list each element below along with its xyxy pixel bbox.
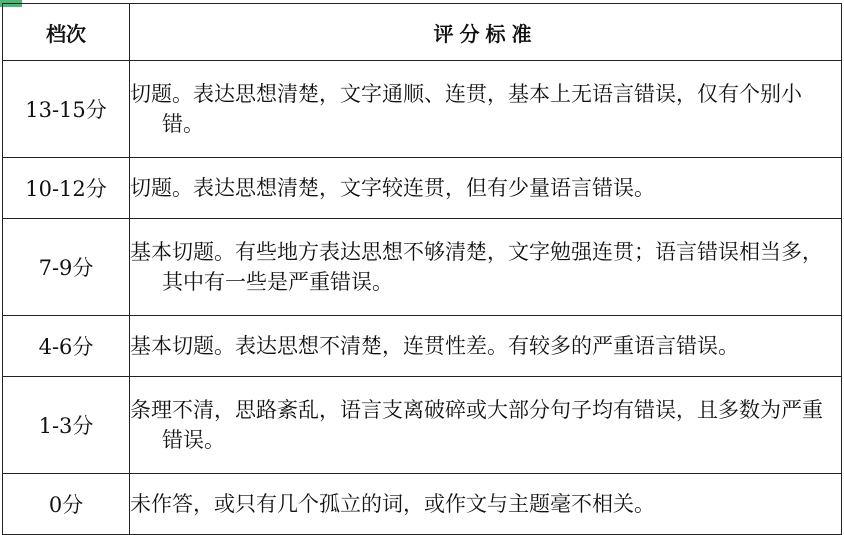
score-level-cell: 0分	[3, 474, 130, 535]
criteria-cell	[130, 474, 842, 535]
criteria-column-header: 评分标准	[130, 4, 842, 61]
table-row	[3, 474, 842, 535]
level-column-header: 档次	[3, 4, 130, 61]
criteria-cell	[130, 377, 842, 474]
table-row	[3, 219, 842, 316]
score-level-cell: 13-15分	[3, 61, 130, 158]
criteria-text: 未作答，或只有几个孤立的词，或作文与主题毫不相关。	[130, 492, 655, 516]
criteria-cell	[130, 219, 842, 316]
scoring-rubric-table	[2, 3, 842, 535]
score-level-cell: 4-6分	[3, 316, 130, 377]
criteria-text: 基本切题。有些地方表达思想不够清楚，文字勉强连贯；语言错误相当多，其中有一些是严重错误。	[130, 240, 823, 294]
table-row	[3, 377, 842, 474]
criteria-text: 基本切题。表达思想不清楚，连贯性差。有较多的严重语言错误。	[130, 334, 739, 358]
criteria-cell	[130, 158, 842, 219]
criteria-text: 切题。表达思想清楚，文字通顺、连贯，基本上无语言错误，仅有个别小错。	[130, 82, 802, 136]
table-row	[3, 316, 842, 377]
header-row	[3, 4, 842, 61]
criteria-text: 切题。表达思想清楚，文字较连贯，但有少量语言错误。	[130, 176, 655, 200]
criteria-cell	[130, 316, 842, 377]
criteria-text: 条理不清，思路紊乱，语言支离破碎或大部分句子均有错误，且多数为严重错误。	[130, 398, 823, 452]
table-row	[3, 158, 842, 219]
score-level-cell: 10-12分	[3, 158, 130, 219]
criteria-cell	[130, 61, 842, 158]
table-row	[3, 61, 842, 158]
score-level-cell: 1-3分	[3, 377, 130, 474]
score-level-cell: 7-9分	[3, 219, 130, 316]
